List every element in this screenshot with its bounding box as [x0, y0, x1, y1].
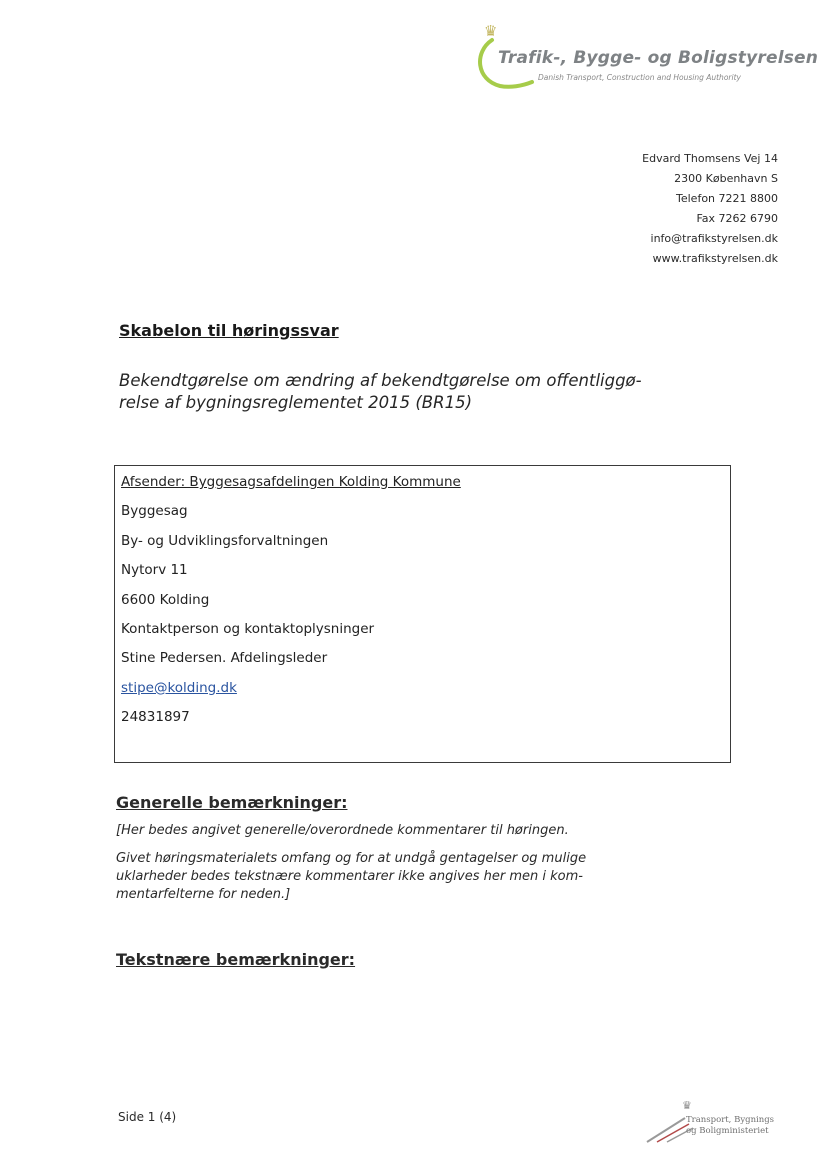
- textual-heading: Tekstnære bemærkninger:: [116, 950, 356, 969]
- sender-contact-label: Kontaktperson og kontaktoplysninger: [121, 620, 375, 637]
- ministry-line-2: og Boligministeriet: [686, 1126, 769, 1136]
- address-web: www.trafikstyrelsen.dk: [652, 252, 778, 265]
- sender-phone: 24831897: [121, 709, 190, 726]
- address-city: 2300 København S: [674, 172, 778, 185]
- sender-street: Nytorv 11: [121, 562, 188, 579]
- sender-contact-name: Stine Pedersen. Afdelingsleder: [121, 650, 328, 667]
- address-email: info@trafikstyrelsen.dk: [650, 232, 778, 245]
- crown-icon: ♛: [682, 1099, 692, 1112]
- document-subject: Bekendtgørelse om ændring af bekendtgørelse om offentliggø-relse af bygningsreglementet 2015 (BR15): [119, 371, 642, 412]
- ministry-name: [686, 1115, 774, 1137]
- address-street: Edvard Thomsens Vej 14: [642, 152, 778, 165]
- ministry-line-1: Transport, Bygnings: [686, 1115, 775, 1125]
- logo-subtitle: Danish Transport, Construction and Housing Authority: [538, 73, 741, 82]
- sender-dept: Byggesag: [121, 503, 188, 520]
- address-block: [642, 149, 778, 269]
- crown-icon: ♛: [484, 22, 498, 40]
- document-heading: Skabelon til høringssvar: [119, 321, 339, 340]
- sender-from: Afsender: Byggesagsafdelingen Kolding Kommune: [121, 474, 461, 490]
- sender-email-link[interactable]: stipe@kolding.dk: [121, 679, 237, 696]
- page-number: Side 1 (4): [118, 1110, 177, 1124]
- general-para-1: [Her bedes angivet generelle/overordnede kommentarer til høringen.: [116, 823, 569, 838]
- general-para-2: Givet høringsmaterialets omfang og for at undgå gentagelser og mulige uklarheder bedes tekstnære kommentarer ikke angives her men i kom-mentarfelterne for neden.]: [116, 851, 587, 902]
- sender-admin: By- og Udviklingsforvaltningen: [121, 532, 329, 549]
- address-fax: Fax 7262 6790: [696, 212, 778, 225]
- logo-name: Trafik-, Bygge- og Boligstyrelsen: [498, 48, 819, 68]
- sender-details: [121, 471, 461, 736]
- general-heading: Generelle bemærkninger:: [116, 793, 348, 812]
- general-text: [116, 822, 616, 914]
- address-phone: Telefon 7221 8800: [676, 192, 778, 205]
- sender-city: 6600 Kolding: [121, 591, 210, 608]
